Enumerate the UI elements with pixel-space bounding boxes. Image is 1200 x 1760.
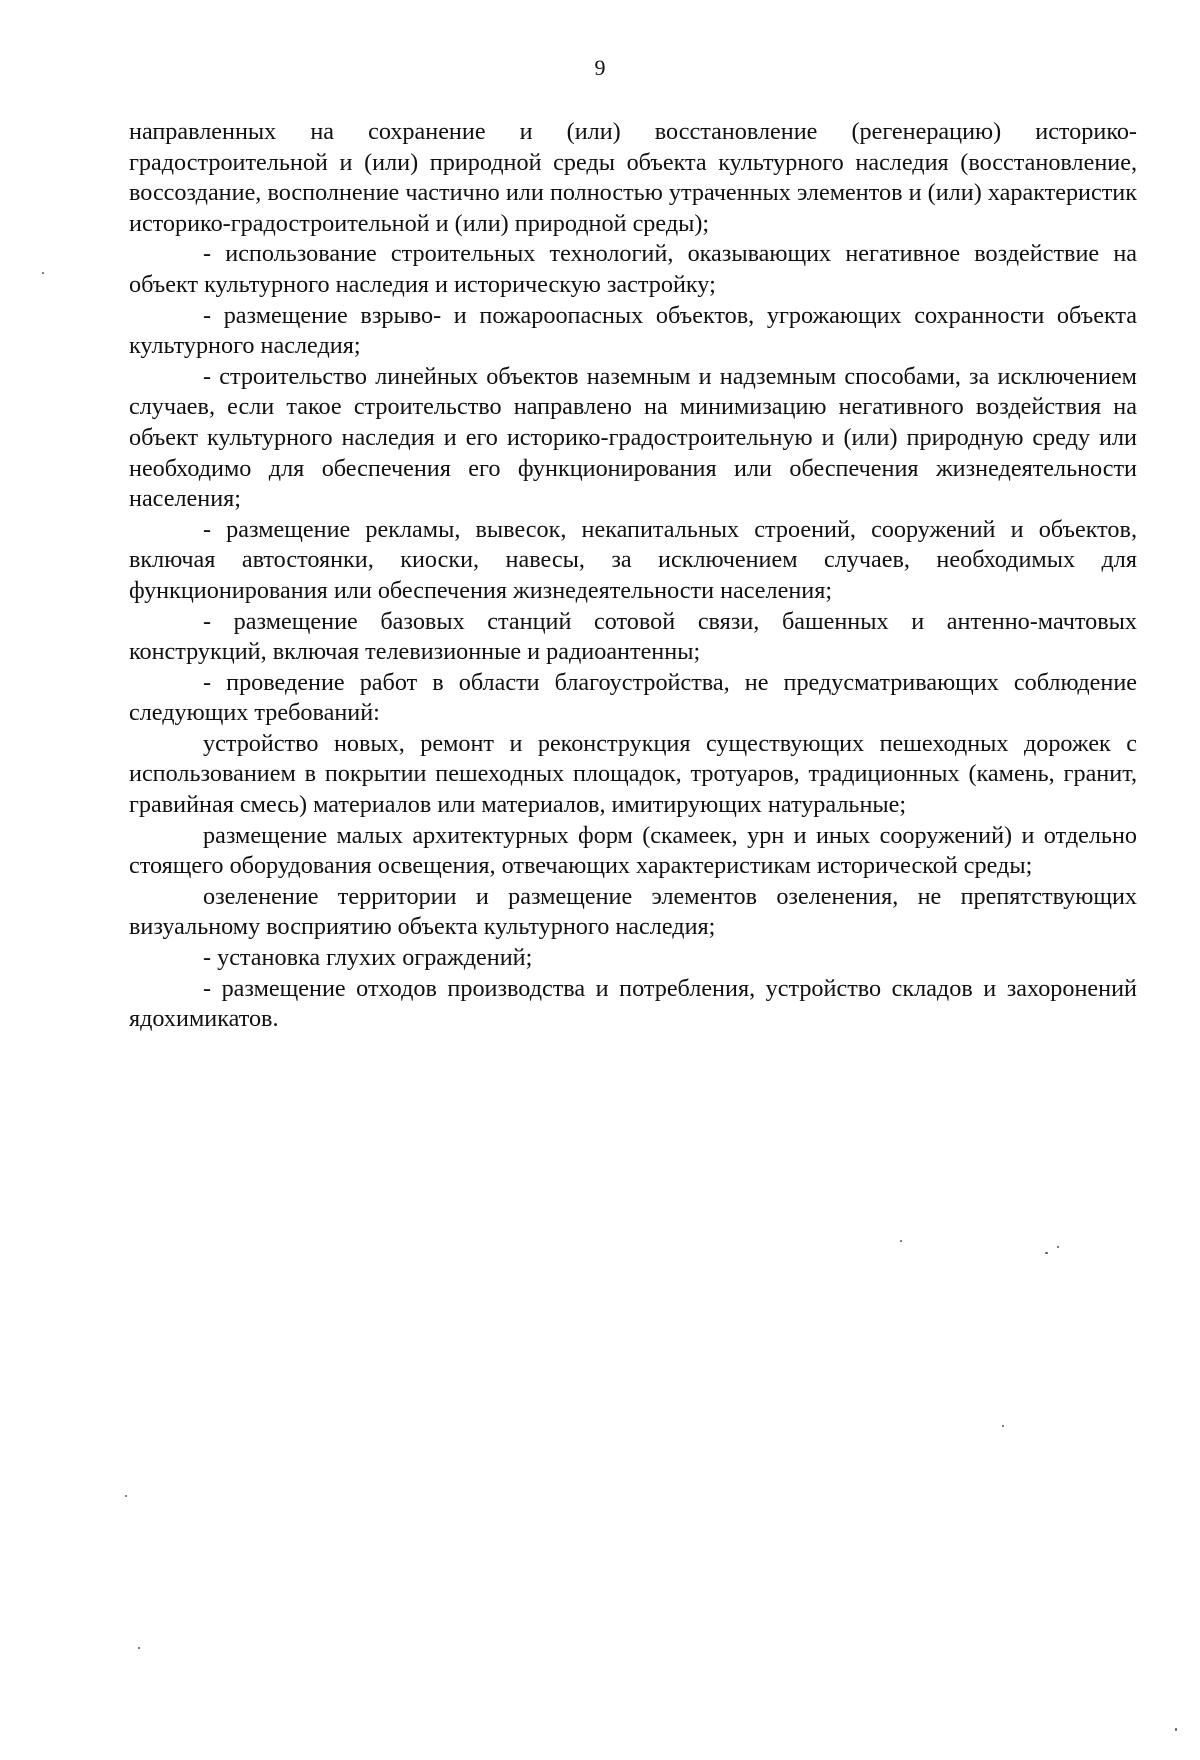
paragraph-greening: озеленение территории и размещение элементов озеленения, не препятствующих визуальному восприятию объекта культурного наследия;: [129, 882, 1137, 941]
scan-speck: [1002, 1425, 1004, 1427]
paragraph-waste-disposal: - размещение отходов производства и потребления, устройство складов и захоронений ядохимикатов.: [129, 974, 1137, 1033]
paragraph-linear-objects: - строительство линейных объектов наземным и надземным способами, за исключением случаев, если такое строительство направлено на минимизацию негативного воздействия на объект культурного наследия и его историко-градостроительную и (или) природную среду или необходимо для обеспечения его функционирования или обеспечения жизнедеятельности населения;: [129, 362, 1137, 513]
paragraph-small-architectural-forms: размещение малых архитектурных форм (скамеек, урн и иных сооружений) и отдельно стоящего оборудования освещения, отвечающих характеристикам исторической среды;: [129, 821, 1137, 880]
paragraph-advertising: - размещение рекламы, вывесок, некапитальных строений, сооружений и объектов, включая автостоянки, киоски, навесы, за исключением случаев, необходимых для функционирования или обеспечения жизнедеятельности населения;: [129, 515, 1137, 604]
scan-speck: [42, 272, 44, 274]
paragraph-cellular-stations: - размещение базовых станций сотовой связи, башенных и антенно-мачтовых конструкций, включая телевизионные и радиоантенны;: [129, 607, 1137, 666]
paragraph-construction-technologies: - использование строительных технологий, оказывающих негативное воздействие на объект культурного наследия и историческую застройку;: [129, 240, 1137, 298]
scan-speck: [138, 1647, 140, 1649]
scan-speck: [1057, 1246, 1059, 1248]
paragraph-blank-fences: - установка глухих ограждений;: [203, 944, 533, 972]
paragraph-landscaping-works: - проведение работ в области благоустройства, не предусматривающих соблюдение следующих требований:: [129, 668, 1137, 727]
paragraph-hazardous-objects: - размещение взрыво- и пожароопасных объектов, угрожающих сохранности объекта культурного наследия;: [129, 301, 1137, 360]
document-body: [129, 117, 1137, 1035]
page-number: 9: [594, 55, 606, 80]
paragraph-continuation: направленных на сохранение и (или) восстановление (регенерацию) историко-градостроительной и (или) природной среды объекта культурного наследия (восстановление, воссоздание, восполнение частично или полностью утраченных элементов и (или) характеристик историко-градостроительной и (или) природной среды);: [129, 118, 1137, 237]
scan-speck: [1045, 1252, 1048, 1254]
paragraph-pedestrian-paths: устройство новых, ремонт и реконструкция существующих пешеходных дорожек с использованием в покрытии пешеходных площадок, тротуаров, традиционных (камень, гранит, гравийная смесь) материалов или материалов, имитирующих натуральные;: [129, 729, 1137, 819]
scan-speck: [1175, 1728, 1177, 1731]
scan-speck: [125, 1495, 127, 1497]
scan-speck: [900, 1240, 902, 1242]
